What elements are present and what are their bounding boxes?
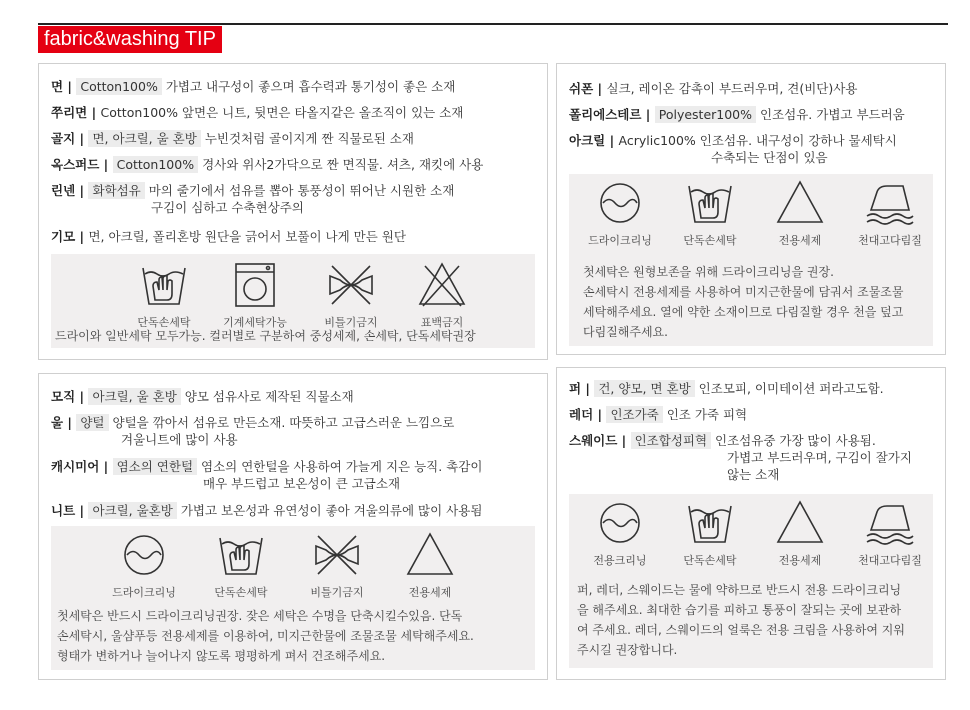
- fabric-desc: 앞면은 니트, 뒷면은 타올지같은 올조직이 있는 소재: [181, 105, 464, 120]
- care-item: [193, 530, 289, 600]
- fabric-desc-cont: 겨울니트에 많이 사용: [121, 432, 238, 447]
- fabric-tag: Acrylic100%: [618, 133, 696, 148]
- dry-clean-icon: [595, 498, 645, 548]
- care-icons: [121, 260, 485, 330]
- iron-cloth-icon: [865, 498, 915, 548]
- fabric-desc-cont: 가볍고 부드러우며, 구김이 잘가지: [727, 450, 912, 465]
- fabric-desc-cont: 구김이 심하고 수축현상주의: [151, 200, 304, 215]
- fabric-name: 골지: [51, 131, 76, 146]
- care-label: 단독손세탁: [683, 554, 737, 567]
- fabric-tag: 면, 아크릴, 폴리혼방: [88, 229, 201, 244]
- care-item: [845, 178, 935, 248]
- care-note-line: 드라이와 일반세탁 모두가능. 컬러별로 구분하여 중성세제, 손세탁, 단독세탁권장: [55, 329, 476, 343]
- care-item: [207, 260, 303, 330]
- fabric-tag: 아크릴, 울 혼방: [88, 388, 180, 405]
- fabric-tag: 화학섬유: [88, 182, 144, 199]
- fabric-desc: 가볍고 보온성과 유연성이 좋아 겨울의류에 많이 사용됨: [180, 503, 483, 518]
- care-item: [665, 498, 755, 568]
- care-item: [303, 260, 399, 330]
- care-item: [399, 260, 485, 330]
- hand-wash-icon: [685, 178, 735, 228]
- panel-wool: [38, 373, 548, 680]
- fabric-tag: 인조가죽: [606, 406, 662, 423]
- care-label: 표백금지: [420, 316, 464, 329]
- fabric-name: 쉬폰: [569, 81, 594, 96]
- dry-clean-icon: [119, 530, 169, 580]
- care-item: [121, 260, 207, 330]
- fabric-tag: 염소의 연한털: [113, 458, 197, 475]
- fabric-tag: 아크릴, 울혼방: [88, 502, 176, 519]
- care-icons: [575, 178, 935, 248]
- care-note: [583, 262, 903, 342]
- care-label: 단독손세탁: [683, 234, 737, 247]
- care-label: 비틀기금지: [310, 586, 364, 599]
- fabric-name: 폴리에스테르: [569, 107, 642, 122]
- panel-cotton: [38, 63, 548, 360]
- fabric-row: 레더 | 인조가죽 인조 가죽 피혁: [569, 407, 748, 422]
- fabric-row: 폴리에스테르 | Polyester100% 인조섬유. 가볍고 부드러움: [569, 107, 905, 122]
- hand-wash-icon: [216, 530, 266, 580]
- fabric-name: 린넨: [51, 183, 76, 198]
- fabric-desc: 원단을 긁어서 보풀이 나게 만든 원단: [204, 229, 406, 244]
- fabric-name: 면: [51, 79, 64, 94]
- care-icons: [575, 498, 935, 568]
- no-wring-icon: [326, 260, 376, 310]
- detergent-triangle-icon: [775, 178, 825, 228]
- page-title: fabric&washing TIP: [38, 26, 222, 53]
- care-note-line: 세탁해주세요. 열에 약한 소재이므로 다림질할 경우 천을 덮고: [583, 305, 904, 319]
- fabric-name: 울: [51, 415, 64, 430]
- fabric-desc: 가볍고 내구성이 좋으며 흡수력과 통기성이 좋은 소재: [165, 79, 456, 94]
- washing-machine-icon: [230, 260, 280, 310]
- panel-chiffon: [556, 63, 946, 355]
- fabric-desc: 인조섬유중 가장 많이 사용됨.: [715, 433, 876, 448]
- fabric-tag: Polyester100%: [655, 106, 756, 123]
- fabric-row: 캐시미어 | 염소의 연한털 염소의 연한털을 사용하여 가늘게 지은 능직. 촉감이 매우 부드럽고 보온성이 큰 고급소재: [51, 459, 483, 491]
- fabric-name: 캐시미어: [51, 459, 100, 474]
- dry-clean-icon: [595, 178, 645, 228]
- care-area: [51, 254, 535, 348]
- top-rule: [38, 23, 948, 25]
- fabric-tag: 건, 양모, 면 혼방: [594, 380, 694, 397]
- care-note-line: 첫세탁은 반드시 드라이크리닝권장. 잦은 세탁은 수명을 단축시킬수있음. 단독: [57, 609, 463, 623]
- fabric-tag: Cotton100%: [76, 78, 161, 95]
- care-note-line: 형태가 변하거나 늘어나지 않도록 평평하게 펴서 건조해주세요.: [57, 649, 386, 663]
- fabric-desc: 마의 줄기에서 섬유를 뽑아 통풍성이 뛰어난 시원한 소재: [148, 183, 455, 198]
- fabric-desc: 인조섬유. 가볍고 부드러움: [760, 107, 905, 122]
- fabric-tag: 면, 아크릴, 울 혼방: [88, 130, 200, 147]
- fabric-desc: 양털을 깎아서 섬유로 만든소재. 따뜻하고 고급스러운 느낌으로: [112, 415, 455, 430]
- fabric-desc: 감촉이 부드러우며, 견(비단)사용: [678, 81, 858, 96]
- fabric-tag: Cotton100%: [113, 156, 198, 173]
- fabric-name: 퍼: [569, 381, 582, 396]
- fabric-row: 니트 | 아크릴, 울혼방 가볍고 보온성과 유연성이 좋아 겨울의류에 많이 사용됨: [51, 503, 483, 518]
- care-item: [95, 530, 193, 600]
- panel-fur: [556, 367, 946, 680]
- fabric-name: 스웨이드: [569, 433, 618, 448]
- fabric-row: 쭈리면 | Cotton100% 앞면은 니트, 뒷면은 타올지같은 올조직이 있는 소재: [51, 105, 464, 120]
- fabric-name: 니트: [51, 503, 76, 518]
- fabric-desc: 인조 가죽 피혁: [666, 407, 748, 422]
- fabric-row: 스웨이드 | 인조합성피혁 인조섬유중 가장 많이 사용됨. 가볍고 부드러우며, 구김이 잘가지 않는 소재: [569, 433, 912, 482]
- fabric-desc: 염소의 연한털을 사용하여 가늘게 지은 능직. 촉감이: [201, 459, 483, 474]
- care-label: 전용세제: [408, 586, 452, 599]
- care-note-line: 첫세탁은 원형보존을 위해 드라이크리닝을 권장.: [583, 265, 834, 279]
- fabric-name: 기모: [51, 229, 76, 244]
- care-note: [57, 606, 474, 666]
- fabric-name: 옥스퍼드: [51, 157, 100, 172]
- care-label: 비틀기금지: [324, 316, 378, 329]
- fabric-desc: 양모 섬유사로 제작된 직물소재: [184, 389, 354, 404]
- care-note-line: 을 해주세요. 최대한 습기를 피하고 통풍이 잘되는 곳에 보관하: [577, 603, 902, 617]
- care-label: 천대고다림질: [858, 554, 922, 567]
- fabric-tag: 양털: [76, 414, 108, 431]
- fabric-row: 퍼 | 건, 양모, 면 혼방 인조모피, 이미테이션 퍼라고도함.: [569, 381, 884, 396]
- care-icons: [95, 530, 475, 600]
- fabric-desc: 인조모피, 이미테이션 퍼라고도함.: [698, 381, 884, 396]
- detergent-triangle-icon: [775, 498, 825, 548]
- care-label: 천대고다림질: [858, 234, 922, 247]
- hand-wash-icon: [139, 260, 189, 310]
- care-label: 단독손세탁: [214, 586, 268, 599]
- fabric-desc: 경사와 위사2가닥으로 짠 면직물. 셔츠, 재킷에 사용: [202, 157, 484, 172]
- care-item: [755, 178, 845, 248]
- care-item: [575, 178, 665, 248]
- fabric-desc-cont: 않는 소재: [727, 467, 780, 482]
- care-note-line: 손세탁시, 울샴푸등 전용세제를 이용하여, 미지근한물에 조물조물 세탁해주세요.: [57, 629, 474, 643]
- fabric-desc-cont: 수축되는 단점이 있음: [711, 150, 828, 165]
- care-item: [385, 530, 475, 600]
- care-area: [569, 494, 933, 668]
- fabric-name: 모직: [51, 389, 76, 404]
- care-label: 드라이크리닝: [588, 234, 652, 247]
- care-note-line: 주시길 권장합니다.: [577, 643, 678, 657]
- care-note-line: 여 주세요. 레더, 스웨이드의 얼룩은 전용 크림을 사용하여 지워: [577, 623, 905, 637]
- iron-cloth-icon: [865, 178, 915, 228]
- fabric-name: 쭈리면: [51, 105, 88, 120]
- fabric-row: 면 | Cotton100% 가볍고 내구성이 좋으며 흡수력과 통기성이 좋은 소재: [51, 79, 456, 94]
- fabric-row: 아크릴 | Acrylic100% 인조섬유. 내구성이 강하나 물세탁시 수축되는 단점이 있음: [569, 133, 897, 165]
- care-label: 드라이크리닝: [112, 586, 176, 599]
- care-item: [845, 498, 935, 568]
- fabric-row: 쉬폰 | 실크, 레이온 감촉이 부드러우며, 견(비단)사용: [569, 81, 858, 96]
- fabric-row: 옥스퍼드 | Cotton100% 경사와 위사2가닥으로 짠 면직물. 셔츠, 재킷에 사용: [51, 157, 484, 172]
- fabric-tag: Cotton100%: [100, 105, 178, 120]
- care-label: 전용세제: [778, 234, 822, 247]
- detergent-triangle-icon: [405, 530, 455, 580]
- care-note-line: 손세탁시 전용세제를 사용하여 미지근한물에 담궈서 조물조물: [583, 285, 904, 299]
- care-area: [51, 526, 535, 670]
- hand-wash-icon: [685, 498, 735, 548]
- fabric-name: 아크릴: [569, 133, 606, 148]
- care-label: 단독손세탁: [137, 316, 191, 329]
- no-wring-icon: [312, 530, 362, 580]
- fabric-row: 린넨 | 화학섬유 마의 줄기에서 섬유를 뽑아 통풍성이 뛰어난 시원한 소재 구김이 심하고 수축현상주의: [51, 183, 455, 215]
- fabric-row: 울 | 양털 양털을 깎아서 섬유로 만든소재. 따뜻하고 고급스러운 느낌으로 겨울니트에 많이 사용: [51, 415, 455, 447]
- fabric-desc-cont: 매우 부드럽고 보온성이 큰 고급소재: [203, 476, 401, 491]
- care-label: 기계세탁가능: [223, 316, 287, 329]
- fabric-desc: 인조섬유. 내구성이 강하나 물세탁시: [699, 133, 897, 148]
- no-bleach-icon: [417, 260, 467, 310]
- care-note-line: 퍼, 레더, 스웨이드는 물에 약하므로 반드시 전용 드라이크리닝: [577, 583, 902, 597]
- care-area: [569, 174, 933, 346]
- fabric-desc: 누빈것처럼 골이지게 짠 직물로된 소재: [204, 131, 414, 146]
- fabric-tag: 실크, 레이온: [606, 81, 675, 96]
- fabric-name: 레더: [569, 407, 594, 422]
- fabric-tag: 인조합성피혁: [631, 432, 711, 449]
- fabric-row: 골지 | 면, 아크릴, 울 혼방 누빈것처럼 골이지게 짠 직물로된 소재: [51, 131, 414, 146]
- care-item: [575, 498, 665, 568]
- care-label: 전용세제: [778, 554, 822, 567]
- care-note-line: 다림질해주세요.: [583, 325, 668, 339]
- care-note: [55, 326, 476, 346]
- care-note: [577, 580, 905, 660]
- fabric-row: 기모 | 면, 아크릴, 폴리혼방 원단을 긁어서 보풀이 나게 만든 원단: [51, 229, 406, 244]
- care-label: 전용크리닝: [593, 554, 647, 567]
- fabric-row: 모직 | 아크릴, 울 혼방 양모 섬유사로 제작된 직물소재: [51, 389, 354, 404]
- care-item: [289, 530, 385, 600]
- care-item: [665, 178, 755, 248]
- care-item: [755, 498, 845, 568]
